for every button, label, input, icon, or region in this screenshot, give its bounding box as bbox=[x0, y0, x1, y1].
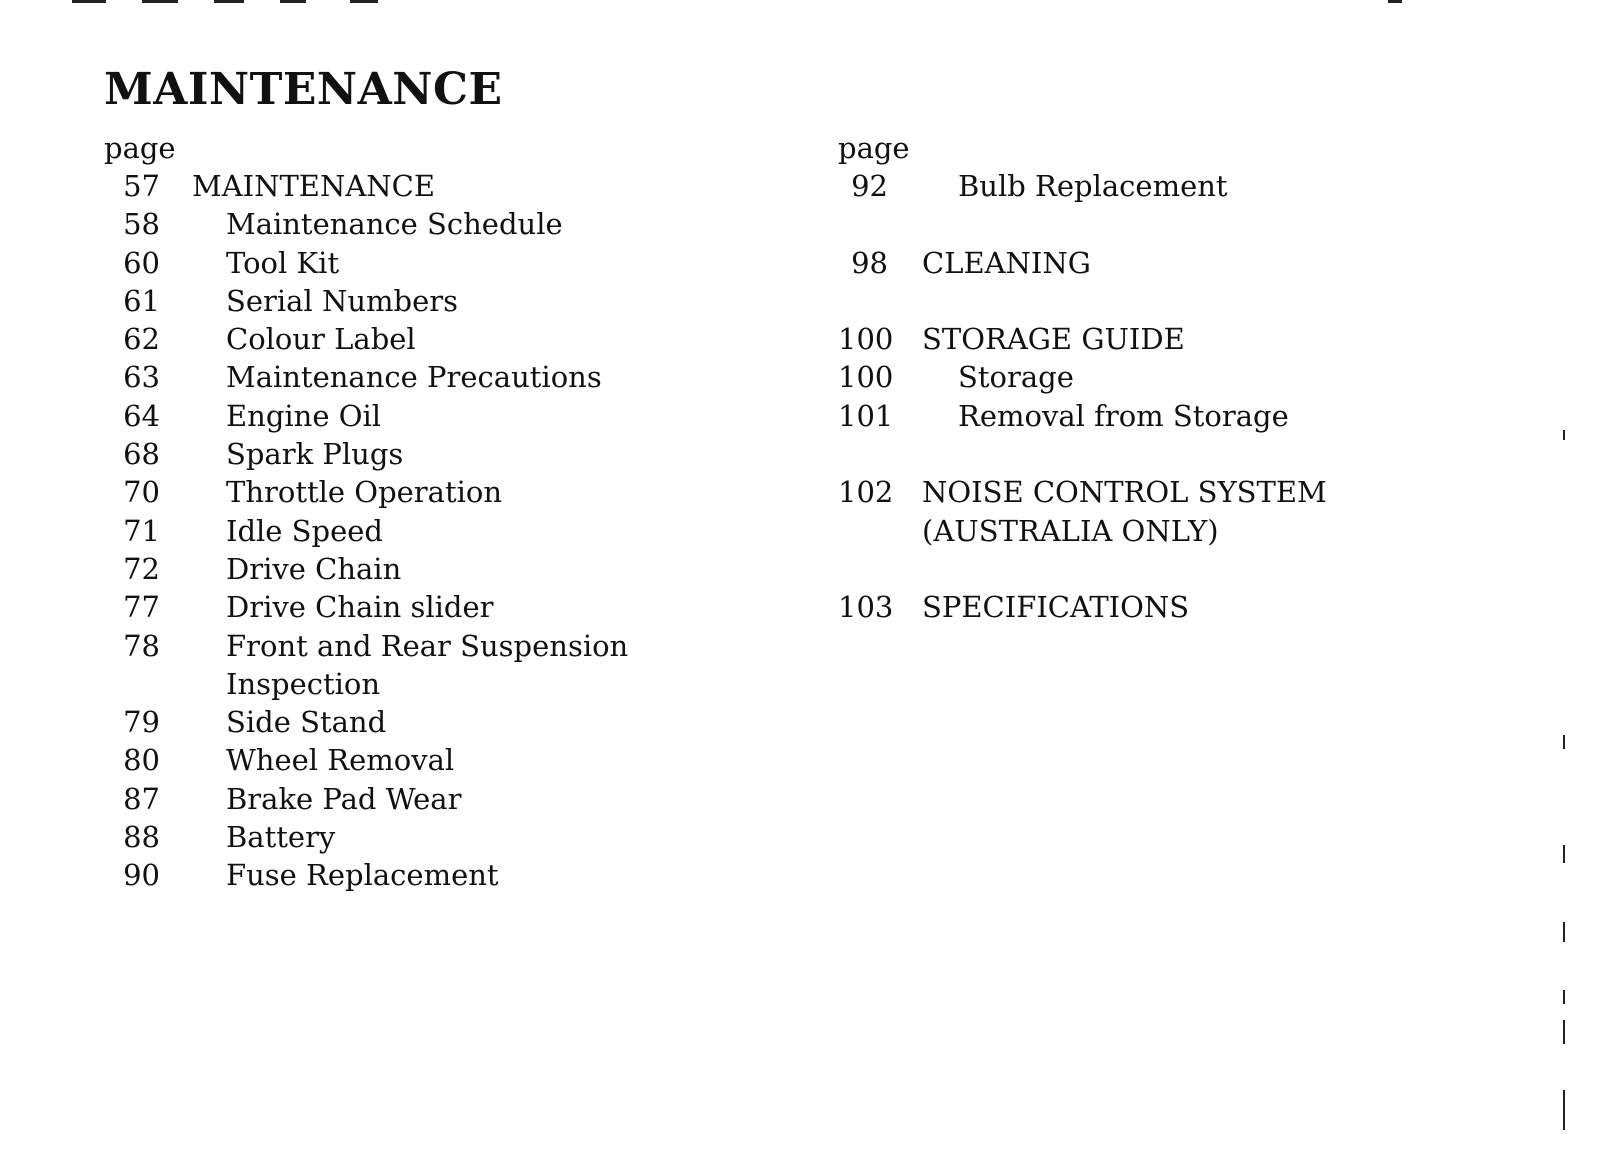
toc-entry-title: Tool Kit bbox=[226, 245, 340, 280]
toc-entry-title: Maintenance Schedule bbox=[226, 207, 563, 242]
toc-section-heading: STORAGE GUIDE bbox=[922, 322, 1185, 357]
toc-spacer bbox=[838, 282, 1498, 320]
toc-spacer bbox=[838, 435, 1498, 473]
toc-entry-title: Drive Chain bbox=[226, 551, 402, 586]
toc-entry bbox=[838, 588, 1498, 626]
scan-artifact bbox=[1563, 735, 1565, 749]
toc-page-number: 100 bbox=[838, 322, 894, 357]
toc-entry bbox=[104, 473, 744, 511]
toc-section-heading bbox=[922, 473, 1327, 550]
toc-entry bbox=[838, 473, 1498, 550]
toc-entry-title: Serial Numbers bbox=[226, 283, 458, 318]
toc-page-number: 68 bbox=[123, 437, 160, 472]
scan-artifact bbox=[1563, 845, 1565, 863]
scan-artifact bbox=[142, 0, 178, 3]
scan-artifact bbox=[1563, 990, 1565, 1004]
toc-entry-title: Drive Chain slider bbox=[226, 590, 494, 625]
toc-page-number: 88 bbox=[123, 820, 160, 855]
toc-section-heading-line: NOISE CONTROL SYSTEM bbox=[922, 475, 1327, 510]
toc-page-number: 64 bbox=[123, 398, 160, 433]
toc-entry bbox=[838, 358, 1498, 396]
toc-entry bbox=[104, 741, 744, 779]
toc-page-number: 101 bbox=[838, 398, 894, 433]
toc-entry-title: Wheel Removal bbox=[226, 743, 455, 778]
toc-entry bbox=[838, 244, 1498, 282]
scan-artifact bbox=[72, 0, 106, 3]
page-column-header: page bbox=[104, 131, 176, 165]
toc-entry-title: Battery bbox=[226, 820, 336, 855]
toc-page-number: 98 bbox=[851, 245, 888, 280]
toc-spacer bbox=[838, 205, 1498, 243]
scan-artifact bbox=[280, 0, 306, 3]
toc-page-number: 77 bbox=[123, 590, 160, 625]
toc-entry-title: Side Stand bbox=[226, 705, 387, 740]
toc-entry-title: Removal from Storage bbox=[958, 398, 1289, 433]
toc-entry-title: Colour Label bbox=[226, 322, 416, 357]
toc-section-heading: CLEANING bbox=[922, 245, 1091, 280]
toc-entry bbox=[104, 588, 744, 626]
toc-left-column bbox=[104, 129, 744, 895]
toc-entry bbox=[104, 358, 744, 396]
scan-artifact bbox=[1563, 1090, 1565, 1130]
toc-page-number: 63 bbox=[123, 360, 160, 395]
scan-artifact bbox=[1563, 430, 1565, 440]
toc-spacer bbox=[838, 550, 1498, 588]
toc-entry-title-line: Inspection bbox=[226, 666, 381, 701]
toc-entry bbox=[104, 282, 744, 320]
page-title: MAINTENANCE bbox=[104, 64, 503, 115]
toc-page-number: 70 bbox=[123, 475, 160, 510]
toc-entry bbox=[104, 550, 744, 588]
toc-page-number: 100 bbox=[838, 360, 894, 395]
toc-page-number: 78 bbox=[123, 628, 160, 663]
toc-entry bbox=[104, 244, 744, 282]
toc-entry bbox=[104, 818, 744, 856]
toc-entry bbox=[104, 435, 744, 473]
toc-page-number: 72 bbox=[123, 551, 160, 586]
toc-page-number: 61 bbox=[123, 283, 160, 318]
toc-entry bbox=[104, 205, 744, 243]
toc-entry bbox=[104, 703, 744, 741]
toc-entry-title-line: Front and Rear Suspension bbox=[226, 628, 629, 663]
scan-artifact bbox=[350, 0, 378, 3]
toc-page-number: 57 bbox=[123, 169, 160, 203]
toc-entry bbox=[104, 397, 744, 435]
toc-entry bbox=[104, 512, 744, 550]
scan-artifact bbox=[1563, 922, 1565, 942]
toc-entry bbox=[104, 627, 744, 704]
toc-page-number: 87 bbox=[123, 781, 160, 816]
toc-entry-title: Maintenance Precautions bbox=[226, 360, 602, 395]
toc-entry bbox=[838, 397, 1498, 435]
toc-page-number: 58 bbox=[123, 207, 160, 242]
scan-artifact bbox=[1563, 1020, 1565, 1044]
toc-entry bbox=[838, 167, 1498, 205]
toc-right-column bbox=[838, 129, 1498, 627]
scan-artifact bbox=[214, 0, 244, 3]
toc-page-number: 80 bbox=[123, 743, 160, 778]
toc-page-number: 92 bbox=[851, 169, 888, 203]
toc-entry-title: Brake Pad Wear bbox=[226, 781, 462, 816]
toc-entry-title bbox=[226, 627, 628, 704]
toc-page-number: 102 bbox=[838, 475, 894, 510]
toc-entry bbox=[104, 320, 744, 358]
toc-entry-title: Idle Speed bbox=[226, 513, 383, 548]
toc-entry-title: Throttle Operation bbox=[226, 475, 503, 510]
toc-page-number: 62 bbox=[123, 322, 160, 357]
toc-entry-title: Storage bbox=[958, 360, 1074, 395]
toc-entry-title: Spark Plugs bbox=[226, 437, 404, 472]
toc-page-number: 60 bbox=[123, 245, 160, 280]
toc-entry-title: Engine Oil bbox=[226, 398, 382, 433]
toc-entry bbox=[838, 320, 1498, 358]
toc-entry bbox=[104, 780, 744, 818]
toc-entry-title: Fuse Replacement bbox=[226, 858, 499, 893]
toc-page-number: 90 bbox=[123, 858, 160, 893]
toc-section-heading: SPECIFICATIONS bbox=[922, 590, 1190, 625]
page-column-header: page bbox=[838, 131, 910, 165]
toc-page-number: 103 bbox=[838, 590, 894, 625]
toc-entry bbox=[104, 167, 744, 205]
toc-entry bbox=[104, 856, 744, 894]
toc-entry-title: Bulb Replacement bbox=[958, 169, 1228, 203]
scan-artifact bbox=[1388, 0, 1402, 3]
toc-section-heading: MAINTENANCE bbox=[192, 169, 436, 203]
toc-section-heading-line: (AUSTRALIA ONLY) bbox=[922, 513, 1219, 548]
toc-page-number: 79 bbox=[123, 705, 160, 740]
toc-page-number: 71 bbox=[123, 513, 160, 548]
